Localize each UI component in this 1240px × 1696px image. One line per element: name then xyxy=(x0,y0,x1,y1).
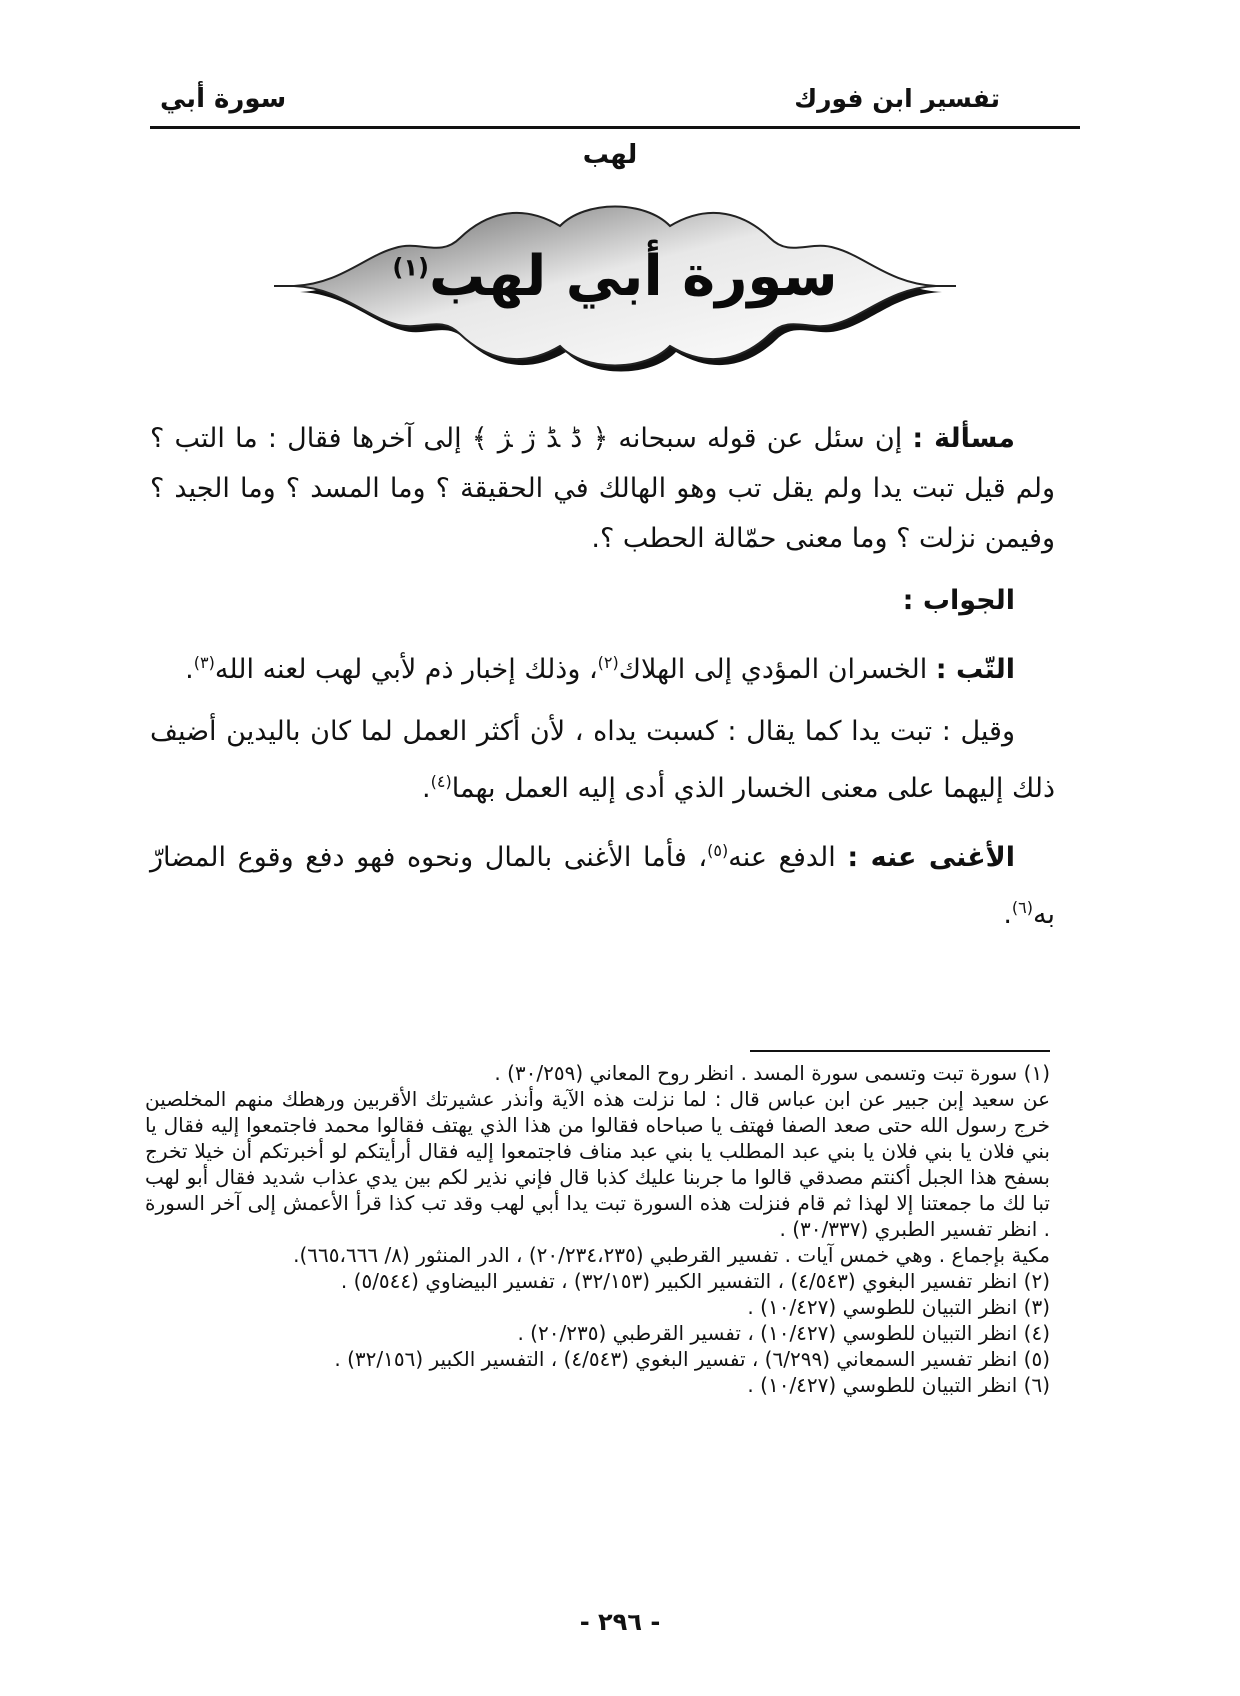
footnote-ref-5: (٥) xyxy=(707,841,729,860)
running-word xyxy=(0,140,1240,170)
tabb-text-a: الخسران المؤدي إلى الهلاك xyxy=(618,654,928,685)
header-surah-name: سورة أبي xyxy=(160,84,287,114)
paragraph-yada xyxy=(150,707,1055,814)
page-number: - ٢٩٦ - xyxy=(579,1608,661,1636)
surah-title xyxy=(270,244,960,309)
footnote-rule xyxy=(750,1050,1050,1052)
tabb-label: التّب : xyxy=(935,654,1015,685)
surah-title-note-ref: (١) xyxy=(392,253,429,282)
running-word-text: لهب xyxy=(582,140,638,170)
paragraph-aghna xyxy=(150,826,1055,940)
footnote-1-continuation: عن سعيد إبن جبير عن ابن عباس قال : لما نزلت هذه الآية وأنذر عشيرتك الأقربين ورهطك منهم المخلصين خرج رسول الله حتى صعد الصفا فهتف يا صباحاه فقالوا من هذا الذي يهتف فقالوا محمد فاجتمعوا إليه فقال يا بني فلان يا بني فلان يا بني عبد المطلب يا بني عبد مناف فاجتمعوا إليه فقال أرأيتكم لو أخبرتكم أن خيلا تخرج بسفح هذا الجبل أكنتم مصدقي قالوا ما جربنا عليك كذبا قال فإني نذير لكم بين يدي عذاب شديد فقال أبو لهب تبا لك ما جمعتنا إلا لهذا ثم قام فنزلت هذه السورة تبت يدا أبي لهب وقد تب كذا قرأ الأعمش إلى آخر السورة . انظر تفسير الطبري (٣٠/٣٣٧) . xyxy=(145,1087,1050,1241)
yada-end: . xyxy=(422,773,431,804)
yada-text: وقيل : تبت يدا كما يقال : كسبت يداه ، لأن أكثر العمل لما كان باليدين أضيف ذلك إليهما على معنى الخسار الذي أدى إليه العمل بهما xyxy=(150,716,1055,804)
footnote-5: (٥) انظر تفسير السمعاني (٦/٢٩٩) ، تفسير البغوي (٤/٥٤٣) ، التفسير الكبير (٣٢/١٥٦) . xyxy=(334,1347,1050,1371)
answer-label: الجواب : xyxy=(902,585,1015,616)
paragraph-answer-heading xyxy=(150,576,1055,626)
footnote-ref-4: (٤) xyxy=(430,772,452,791)
main-text xyxy=(150,414,1055,952)
tabb-end: . xyxy=(185,654,194,685)
paragraph-tabb xyxy=(150,638,1055,695)
surah-title-text: سورة أبي لهب xyxy=(428,244,838,309)
footnotes xyxy=(145,1060,1050,1398)
footnote-1: (١) سورة تبت وتسمى سورة المسد . انظر روح المعاني (٣٠/٢٥٩) . xyxy=(494,1061,1050,1085)
aghna-label: الأغنى عنه : xyxy=(847,842,1015,873)
footnote-ref-2: (٢) xyxy=(597,653,619,672)
aghna-text-a: الدفع عنه xyxy=(728,842,836,873)
aghna-end: . xyxy=(1003,899,1012,930)
header-rule xyxy=(150,126,1080,129)
question-label: مسألة : xyxy=(912,423,1015,454)
question-text: إن سئل عن قوله سبحانه ﴿ ﮈ ﮉ ﮊ ﮋ ﴾ إلى آخرها فقال : ما التب ؟ ولم قيل تبت يدا ولم يقل تب وهو الهالك في الحقيقة ؟ وما المسد ؟ وما الجيد ؟ وفيمن نزلت ؟ وما معنى حمّالة الحطب ؟. xyxy=(150,423,1055,554)
footnote-6: (٦) انظر التبيان للطوسي (١٠/٤٢٧) . xyxy=(747,1373,1050,1397)
footnote-3: (٣) انظر التبيان للطوسي (١٠/٤٢٧) . xyxy=(747,1295,1050,1319)
footnote-1-continuation-2: مكية بإجماع . وهي خمس آيات . تفسير القرطبي (٢٠/٢٣٤،٢٣٥) ، الدر المنثور (٨/ ٦٦٥،٦٦٦). xyxy=(293,1243,1050,1267)
aghna-text-b: ، فأما الأغنى بالمال ونحوه فهو دفع وقوع المضارّ به xyxy=(150,842,1055,930)
footnote-ref-3: (٣) xyxy=(193,653,215,672)
header-book-title: تفسير ابن فورك xyxy=(794,84,1000,113)
tabb-text-b: ، وذلك إخبار ذم لأبي لهب لعنه الله xyxy=(214,654,598,685)
footnote-ref-6: (٦) xyxy=(1011,898,1033,917)
paragraph-question xyxy=(150,414,1055,564)
footnote-2: (٢) انظر تفسير البغوي (٤/٥٤٣) ، التفسير الكبير (٣٢/١٥٣) ، تفسير البيضاوي (٥/٥٤٤) . xyxy=(340,1269,1050,1293)
footnote-4: (٤) انظر التبيان للطوسي (١٠/٤٢٧) ، تفسير القرطبي (٢٠/٢٣٥) . xyxy=(517,1321,1050,1345)
